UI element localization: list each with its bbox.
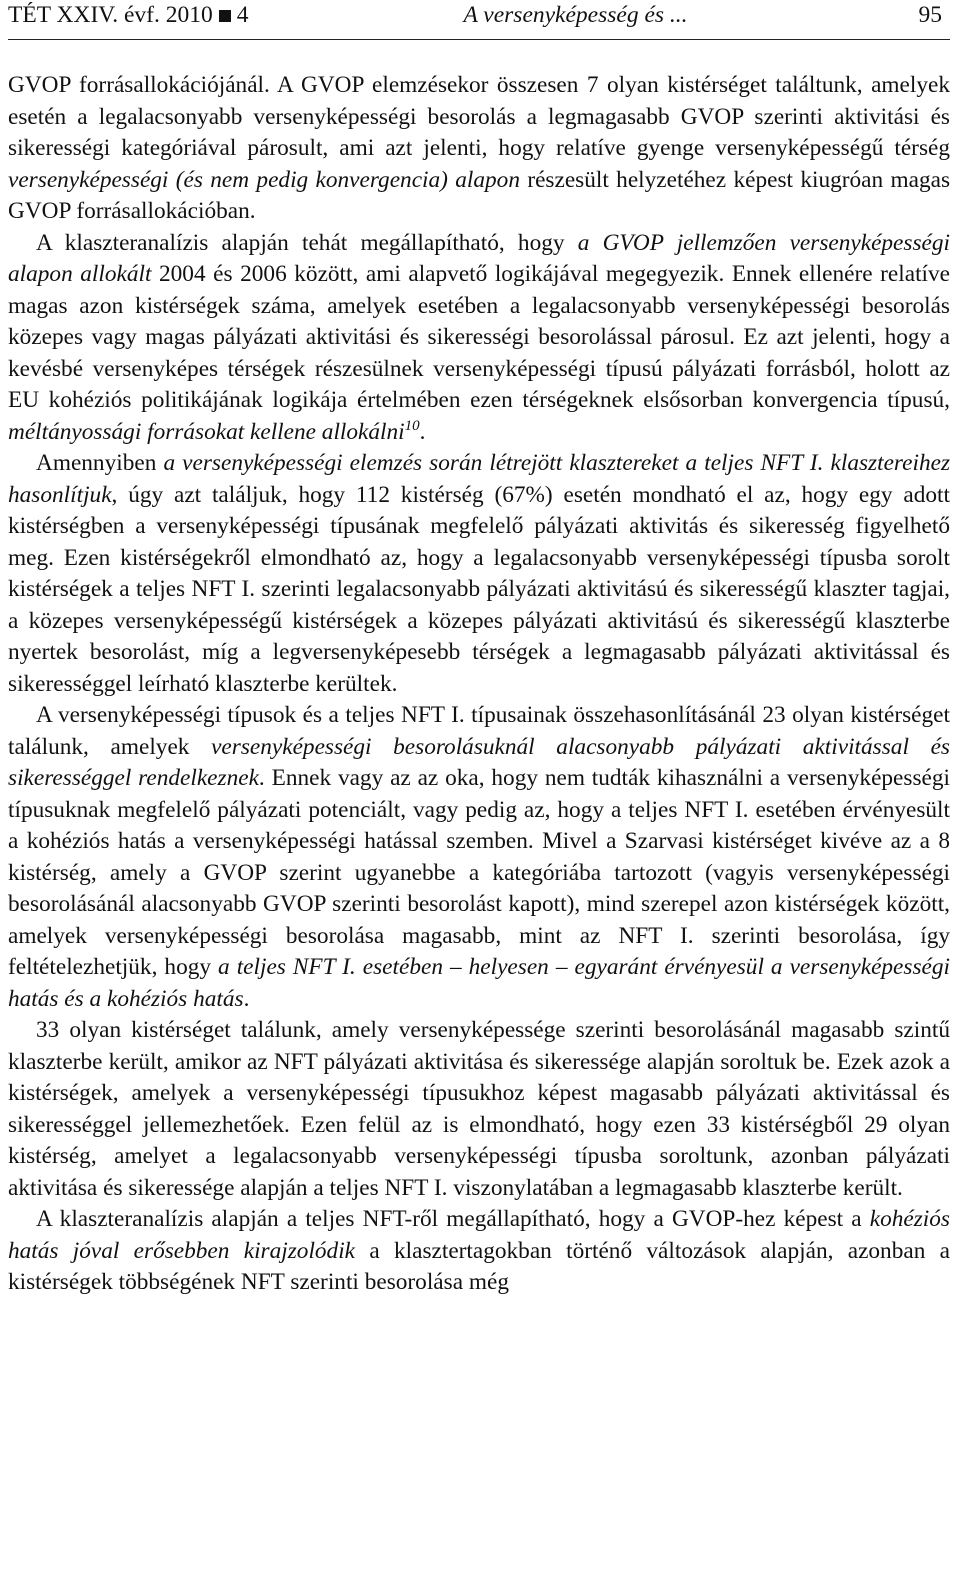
- journal-info: [8, 2, 248, 29]
- emphasized-text: a teljes NFT I. esetében – helyesen – egyaránt érvényesül a versenyképességi hatás és a kohéziós hatás: [8, 954, 950, 1012]
- paragraph: [8, 1204, 950, 1299]
- paragraph-text: , úgy azt találjuk, hogy 112 kistérség (67%) esetén mondható el az, hogy egy adott kistérségben a versenyképességi típusának megfelelő pályázati aktivitás és sikeresség figyelhető meg. Ezen kistérségekről elmondható az, hogy a legalacsonyabb versenyképességi típusba sorolt kistérségek a teljes NFT I. szerinti legalacsonyabb pályázati aktivitású és sikerességű klaszter tagjai, a közepes versenyképességű kistérségek a közepes pályázati aktivitású és sikerességű klaszterbe nyertek besorolást, míg a legversenyképesebb térségek a legmagasabb pályázati aktivitással és sikerességgel leírható klaszterbe kerültek.: [8, 481, 950, 697]
- emphasized-text: a versenyképességi elemzés során létrejött klasztereket a teljes NFT I. klasztereihez hasonlítjuk: [8, 450, 951, 508]
- paragraph: [8, 1015, 950, 1204]
- article-title: A versenyképesség és ...: [463, 2, 688, 28]
- paragraph-text: részesült helyzetéhez képest kiugróan magas GVOP forrásallokációban.: [8, 166, 951, 224]
- article-body: [8, 70, 950, 1299]
- emphasized-text: méltányossági forrásokat kellene allokálni: [8, 418, 405, 445]
- paragraph-text: A versenyképességi típusok és a teljes NFT I. típusainak összehasonlításánál 23 olyan kistérséget találunk, amelyek: [8, 702, 950, 760]
- paragraph-text: A klaszteranalízis alapján a teljes NFT-ről megállapítható, hogy a GVOP-hez képest a: [36, 1206, 870, 1232]
- paragraph-text: A klaszteranalízis alapján tehát megállapítható, hogy: [36, 229, 578, 256]
- paragraph-text: . Ennek vagy az az oka, hogy nem tudták kihasználni a versenyképességi típusuknak megfelelő pályázati potenciált, vagy pedig az, hogy a teljes NFT I. esetében érvényesült a kohéziós hatás a versenyképességi hatással szemben. Mivel a Szarvasi kistérséget kivéve az a 8 kistérség, amely a GVOP szerint ugyanebbe a kategóriába tartozott (vagyis versenyképességi besorolásánál alacsonyabb GVOP szerinti besorolást kapott), mind szerepel azon kistérségek között, amelyek versenyképességi besorolása magasabb, mint az NFT I. szerinti besorolása, így feltételezhetjük, hogy: [8, 765, 950, 980]
- paragraph: [8, 700, 950, 1015]
- paragraph-text: 33 olyan kistérséget találunk, amely versenyképessége szerinti besorolásánál magasabb szintű klaszterbe került, amikor az NFT pályázati aktivitása és sikeressége alapján soroltuk be. Ezek azok a kistérségek, amelyek a versenyképességi típusukhoz képest magasabb pályázati aktivitással és sikerességgel jellemezhetőek. Ezen felül az is elmondható, hogy ezen 33 kistérségből 29 olyan kistérség, amelyet a legalacsonyabb versenyképességi típusba soroltunk, azonban pályázati aktivitása és sikeressége alapján a teljes NFT I. viszonylatában a legmagasabb klaszterbe került.: [8, 1017, 950, 1201]
- paragraph-text: 2004 és 2006 között, ami alapvető logikájával megegyezik. Ennek ellenére relatíve magas azon kistérségek száma, amelyek esetében a legalacsonyabb versenyképességi besorolás közepes vagy magas pályázati aktivitási és sikerességi besorolással párosul. Ez azt jelenti, hogy a kevésbé versenyképes térségek részesülnek versenyképességi típusú pályázati forrásból, holott az EU kohéziós politikájának logikája értelmében ezen térségeknek elsősorban konvergencia típusú,: [8, 261, 951, 413]
- emphasized-text: versenyképességi (és nem pedig konvergencia) alapon: [8, 166, 520, 193]
- paragraph-text: Amennyiben: [36, 450, 164, 476]
- paragraph: [8, 448, 950, 700]
- emphasized-text: versenyképességi besorolásuknál alacsonyabb pályázati aktivitással és sikerességgel rendelkeznek: [8, 733, 950, 791]
- paragraph: [8, 70, 950, 228]
- paragraph: [8, 228, 950, 449]
- emphasized-text: kohéziós hatás jóval erősebben kirajzolódik: [8, 1206, 950, 1264]
- running-header: [8, 0, 950, 40]
- paragraph-text: .: [243, 985, 250, 1012]
- journal-volume: TÉT XXIV. évf. 2010: [8, 2, 213, 28]
- square-bullet-icon: [219, 10, 231, 22]
- paragraph-text: GVOP forrásallokációjánál. A GVOP elemzésekor összesen 7 olyan kistérséget találtunk, amelyek esetén a legalacsonyabb versenyképességi besorolás a legmagasabb GVOP szerinti aktivitási és sikerességi kategóriával párosult, ami azt jelenti, hogy relatíve gyenge versenyképességű térség: [8, 72, 950, 161]
- paragraph-text: .: [419, 418, 426, 445]
- issue-number: 4: [236, 2, 249, 28]
- page-number: 95: [918, 2, 942, 28]
- footnote-reference[interactable]: 10: [404, 417, 420, 434]
- paragraph-text: a klasztertagokban történő változások alapján, azonban a kistérségek többségének NFT szerinti besorolása még: [8, 1237, 950, 1295]
- emphasized-text: a GVOP jellemzően versenyképességi alapon allokált: [8, 229, 950, 287]
